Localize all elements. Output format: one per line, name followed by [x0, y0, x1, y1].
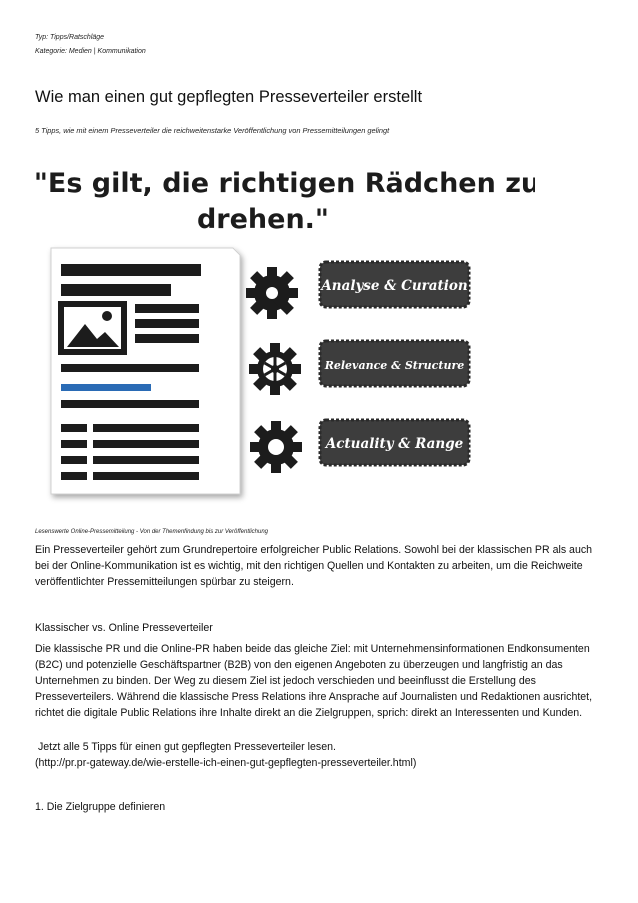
svg-text:Actuality & Range: Actuality & Range	[325, 436, 464, 452]
intro-paragraph: Ein Presseverteiler gehört zum Grundrepertoire erfolgreicher Public Relations. Sowohl bei der klassischen PR als auch bei der Online-Kommunikation ist es wichtig, mit den richtigen Quellen und Kontakten zu arbeiten, um die Reichweite veröffentlichter Pressemitteilungen spürbar zu steigern.	[35, 544, 593, 588]
article-illustration	[35, 152, 535, 507]
read-more-link[interactable]	[35, 739, 605, 771]
quote-line-2: drehen."	[196, 204, 330, 235]
document-type: Typ: Tipps/Ratschläge	[35, 34, 105, 41]
document-category: Kategorie: Medien | Kommunikation	[35, 48, 146, 55]
page-title: Wie man einen gut gepflegten Presseverteiler erstellt	[35, 88, 423, 106]
badge-actuality-range	[320, 420, 469, 465]
section-heading-classic-vs-online: Klassischer vs. Online Presseverteiler	[35, 622, 213, 634]
section-heading-tip-1: 1. Die Zielgruppe definieren	[35, 801, 166, 813]
illustration-svg	[35, 152, 535, 507]
badge-relevance-structure	[320, 341, 469, 386]
gear-icon	[246, 267, 298, 319]
classic-vs-online-paragraph: Die klassische PR und die Online-PR haben beide das gleiche Ziel: mit Unternehmensinformationen Endkonsumenten (B2C) und potenzielle Geschäftspartner (B2B) von den eigenen Angeboten zu überzeugen und langfristig an das Unternehmen zu binden. Der Weg zu diesem Ziel ist jedoch verschieden und beeinflusst die Erstellung des Presseverteilers. Während die klassische Press Relations ihre Ansprache auf Journalisten und Redaktionen ausrichtet, richtet die digitale Public Relations ihre Inhalte direkt an die Zielgruppen, sprich: direkt an Interessenten und Kunden.	[35, 643, 593, 719]
highlight-line	[61, 384, 151, 391]
badge-analyse-curation	[319, 262, 469, 307]
read-more-text: Jetzt alle 5 Tipps für einen gut gepflegten Presseverteiler lesen.	[35, 741, 336, 753]
svg-text:Relevance & Structure: Relevance & Structure	[324, 359, 465, 372]
svg-text:Analyse & Curation: Analyse & Curation	[321, 278, 468, 294]
figure-caption: Lesenswerte Online-Pressemitteilung - Von der Themenfindung bis zur Veröffentlichung	[35, 529, 269, 535]
page-subtitle: 5 Tipps, wie mit einem Presseverteiler die reichweitenstarke Veröffentlichung von Pressemitteilungen gelingt	[35, 126, 390, 135]
gear-spoked-icon	[249, 343, 301, 395]
gear-icon	[250, 421, 302, 473]
read-more-url[interactable]: (http://pr.pr-gateway.de/wie-erstelle-ich-einen-gut-gepflegten-presseverteiler.html)	[35, 757, 417, 769]
press-release-document-icon	[51, 248, 240, 494]
quote-line-1: "Es gilt, die richtigen Rädchen zu	[35, 168, 535, 199]
